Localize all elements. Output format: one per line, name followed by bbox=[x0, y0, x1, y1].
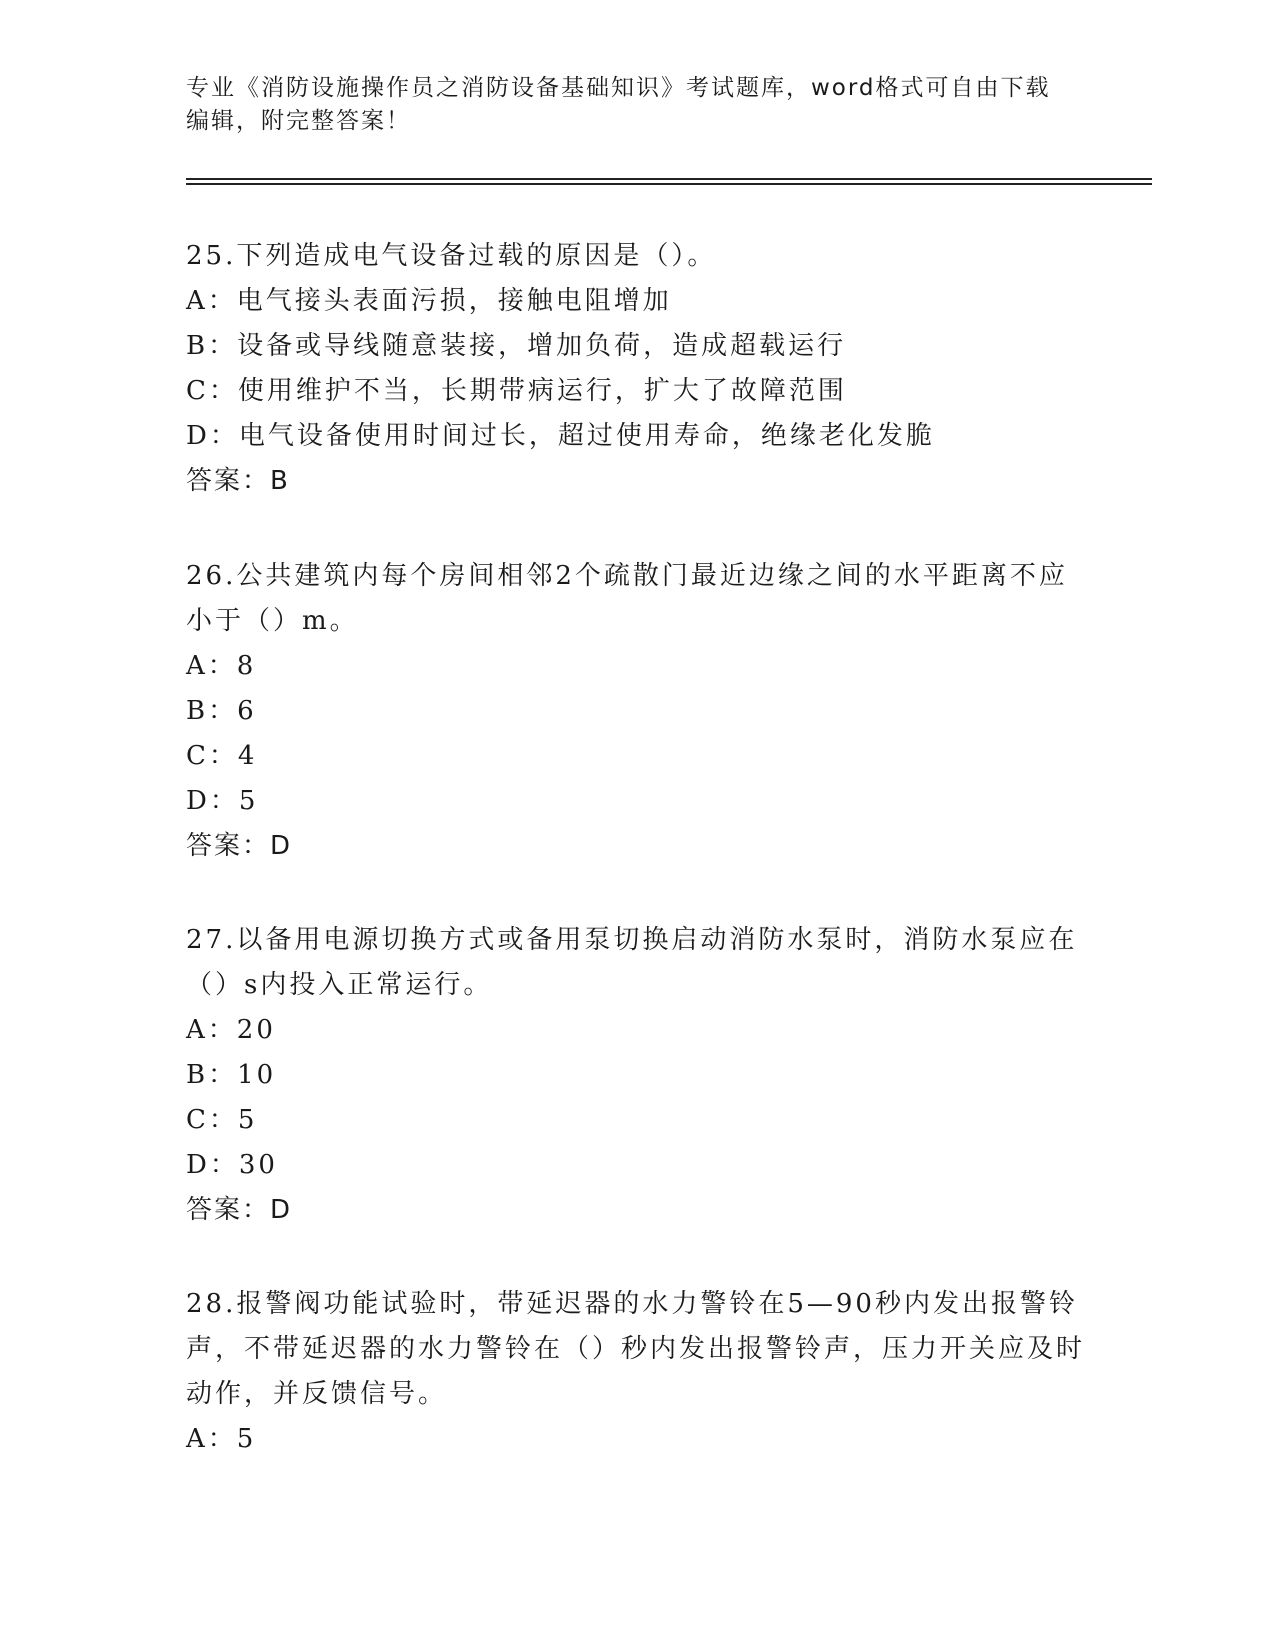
question-26 bbox=[186, 554, 1086, 869]
option-d: D：电气设备使用时间过长，超过使用寿命，绝缘老化发脆 bbox=[186, 421, 935, 451]
question-stem: 25.下列造成电气设备过载的原因是（）。 bbox=[186, 241, 717, 271]
document-header: 专业《消防设施操作员之消防设备基础知识》考试题库，word格式可自由下载编辑，附完整答案！ bbox=[186, 75, 1051, 134]
question-25 bbox=[186, 234, 1086, 504]
question-stem: 27.以备用电源切换方式或备用泵切换启动消防水泵时，消防水泵应在（）s内投入正常运行。 bbox=[186, 925, 1078, 1000]
option-d: D：30 bbox=[186, 1150, 278, 1180]
answer-line: 答案：B bbox=[186, 466, 290, 496]
question-28 bbox=[186, 1282, 1086, 1462]
option-c: C：使用维护不当，长期带病运行，扩大了故障范围 bbox=[186, 376, 847, 406]
option-a: A：20 bbox=[186, 1015, 276, 1045]
option-a: A：8 bbox=[186, 651, 257, 681]
option-b: B：设备或导线随意装接，增加负荷，造成超载运行 bbox=[186, 331, 847, 361]
option-c: C：4 bbox=[186, 741, 258, 771]
option-c: C：5 bbox=[186, 1105, 258, 1135]
option-b: B：6 bbox=[186, 696, 257, 726]
question-stem: 28.报警阀功能试验时，带延迟器的水力警铃在5—90秒内发出报警铃声，不带延迟器的水力警铃在（）秒内发出报警铃声，压力开关应及时动作，并反馈信号。 bbox=[186, 1289, 1086, 1409]
option-b: B：10 bbox=[186, 1060, 277, 1090]
question-stem: 26.公共建筑内每个房间相邻2个疏散门最近边缘之间的水平距离不应小于（）m。 bbox=[186, 561, 1068, 636]
question-27 bbox=[186, 918, 1086, 1233]
header-divider-bottom bbox=[186, 183, 1152, 185]
option-a: A：电气接头表面污损，接触电阻增加 bbox=[186, 286, 672, 316]
answer-line: 答案：D bbox=[186, 831, 293, 861]
option-a: A：5 bbox=[186, 1424, 257, 1454]
header-divider-top bbox=[186, 178, 1152, 180]
option-d: D：5 bbox=[186, 786, 259, 816]
answer-line: 答案：D bbox=[186, 1195, 293, 1225]
